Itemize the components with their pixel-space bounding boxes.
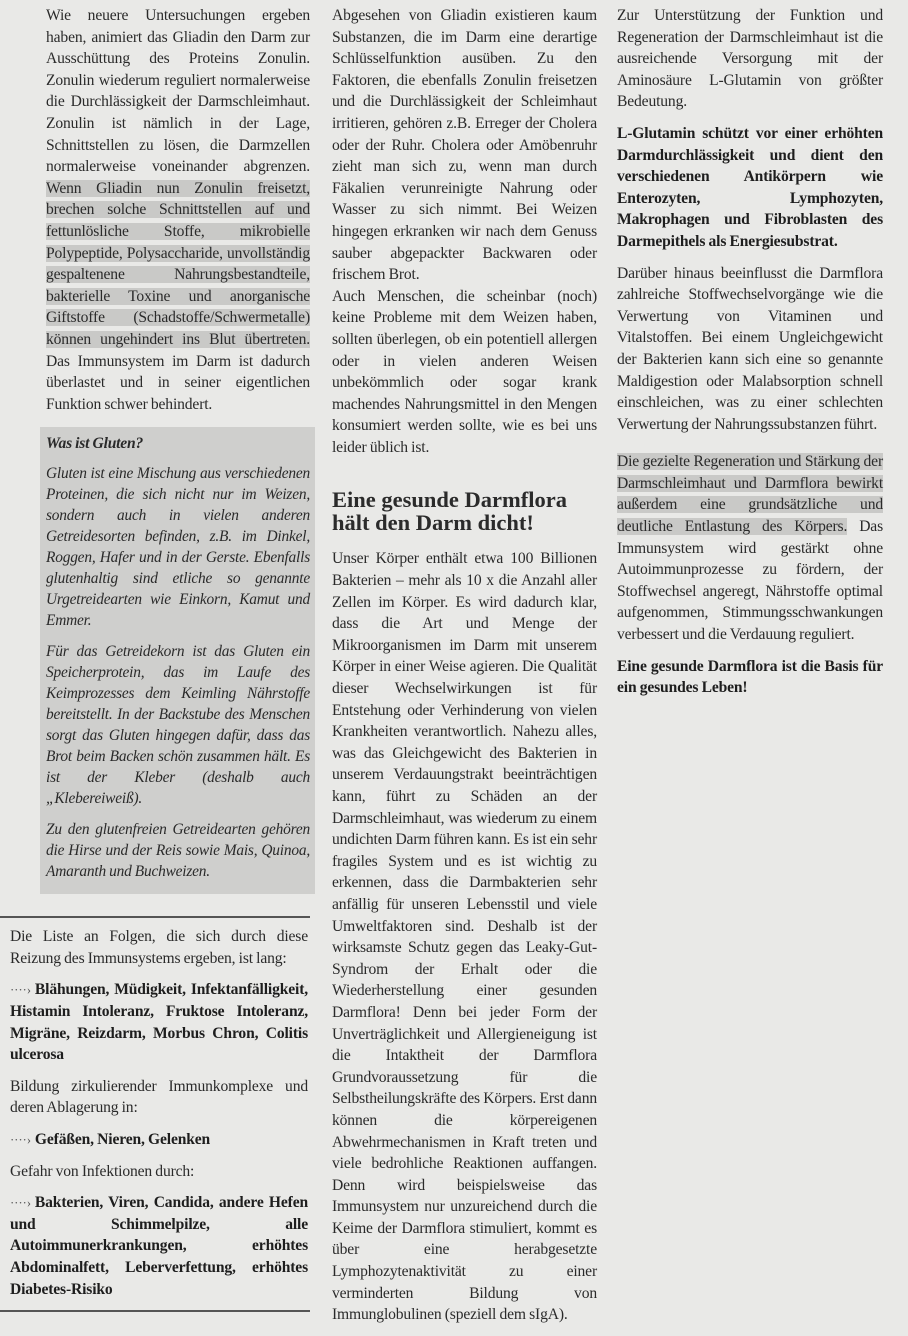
column-2 bbox=[332, 5, 597, 1336]
gluten-info-box bbox=[40, 427, 315, 894]
highlighted-text: Die gezielte Regeneration und Stärkung der Darmschleimhaut und Darmflora bewirkt außerdem eine grundsätzliche und deutliche Entlastung des Körpers. bbox=[617, 453, 883, 536]
bold-paragraph: L-Glutamin schützt vor einer erhöhten Darmdurchlässigkeit und dient den verschiedenen Antikörpern wie Enterozyten, Lymphozyten, Makrophagen und Fibroblasten des Darmepithels als Energiesubstrat. bbox=[617, 124, 883, 250]
list-text: Gefäßen, Nieren, Gelenken bbox=[34, 1131, 211, 1149]
box-paragraph: Zu den glutenfreien Getreidearten gehören die Hirse und der Reis sowie Mais, Quinoa, Amaranth und Buchweizen. bbox=[46, 821, 310, 881]
text: Wie neuere Untersuchungen ergeben haben, animiert das Gliadin den Darm zur Ausschüttung des Proteins Zonulin. Zonulin wiederum reguliert normalerweise die Durchlässigkeit der Darmschleimhaut. Zonulin ist nämlich in der Lage, Schnittstellen zu lösen, die Darmzellen normalerweise voneinander abgrenzen. bbox=[46, 7, 310, 176]
intro-text: Die Liste an Folgen, die sich durch diese Reizung des Immunsystems ergeben, ist lang: bbox=[10, 928, 308, 967]
box-paragraph: Gluten ist eine Mischung aus verschiedenen Proteinen, die sich nicht nur im Weizen, sondern auch in vielen anderen Getreidesorten befinden, z.B. im Dinkel, Roggen, Hafer und in der Gerste. Ebenfalls glutenhaltig sind etliche so genannte Urgetreidearten wie Einkorn, Kamut und Emmer. bbox=[46, 465, 310, 630]
box-title: Was ist Gluten? bbox=[46, 435, 144, 453]
column-1 bbox=[46, 5, 310, 427]
dotted-arrow-icon: ····› bbox=[10, 1132, 31, 1148]
zonulin-paragraph bbox=[46, 5, 310, 415]
consequence-list bbox=[10, 1192, 308, 1300]
box-paragraph: Für das Getreidekorn ist das Gluten ein Speicherprotein, das im Laufe des Keimprozesses dem Keimling Nährstoffe bereitstellt. In der Backstube des Menschen sorgt das Gluten hingegen dafür, dass das Brot beim Backen schön zusammen hält. Es ist der Kleber (deshalb auch „Klebereiweiß). bbox=[46, 643, 310, 808]
section-heading: Eine gesunde Darmflora hält den Darm dicht! bbox=[332, 487, 567, 536]
paragraph bbox=[617, 451, 883, 645]
left-column bbox=[0, 5, 315, 1312]
text: Das Immunsystem wird gestärkt ohne Autoimmunprozesse zu fördern, der Stoffwechsel angeregt, Nährstoffe optimal aufgenommen, Stimmungsschwankungen verbessert und die Verdauung reguliert. bbox=[617, 518, 883, 644]
intro-text: Bildung zirkulierender Immunkomplexe und deren Ablagerung in: bbox=[10, 1077, 308, 1117]
intro-text: Gefahr von Infektionen durch: bbox=[10, 1162, 195, 1180]
paragraph: Zur Unterstützung der Funktion und Regeneration der Darmschleimhaut ist die ausreichende Versorgung mit der Aminosäure L-Glutamin von größter Bedeutung. bbox=[617, 7, 883, 111]
divider-top bbox=[0, 916, 310, 918]
dotted-arrow-icon: ····› bbox=[10, 1195, 31, 1211]
divider-bottom bbox=[0, 1310, 310, 1312]
consequences-section bbox=[10, 926, 308, 1310]
consequence-list bbox=[10, 979, 308, 1065]
paragraph: Darüber hinaus beeinflusst die Darmflora zahlreiche Stoffwechselvorgänge wie die Verwertung von Vitaminen und Vitalstoffen. Bei einem Ungleichgewicht der Bakterien kann sich eine so genannte Maldigestion oder Malabsorption schnell einschleichen, was zu einer schlechten Verwertung der Nahrungssubstanzen führt. bbox=[617, 264, 883, 433]
paragraph: Auch Menschen, die scheinbar (noch) keine Probleme mit dem Weizen haben, sollten überlegen, ob ein potentiell allergen oder in vielen anderen Weisen unbekömmlich oder sogar krank machendes Nahrungsmittel in den Mengen konsumiert werden sollte, wie es bei uns leider üblich ist. bbox=[332, 287, 597, 456]
column-3 bbox=[617, 5, 883, 709]
highlighted-text: Wenn Gliadin nun Zonulin freisetzt, brechen solche Schnittstellen auf und fettunlösliche Stoffe, mikrobielle Polypeptide, Polysaccharide, unvollständig gespaltenene Nahrungsbestandteile, bakterielle Toxine und anorganische Giftstoffe (Schadstoffe/Schwermetalle) können ungehindert ins Blut übertreten. bbox=[46, 179, 310, 348]
consequence-list bbox=[10, 1129, 308, 1151]
closing-statement: Eine gesunde Darmflora ist die Basis für ein gesundes Leben! bbox=[617, 657, 883, 697]
text: Das Immunsystem im Darm ist dadurch überlastet und in seiner eigentlichen Funktion schwer behindert. bbox=[46, 352, 310, 413]
paragraph: Abgesehen von Gliadin existieren kaum Substanzen, die im Darm eine derartige Schlüsselfunktion ausüben. Zu den Faktoren, die ebenfalls Zonulin freisetzen und die Durchlässigkeit der Schleimhaut irritieren, gehören z.B. Erreger der Cholera oder der Ruhr. Cholera oder Amöbenruhr zieht man sich zu, wenn man durch Fäkalien verunreinigte Nahrung oder Wasser zu sich nimmt. Bei Weizen hingegen erkranken wir nach dem Genuss sauber abgepackter Backwaren oder frischem Brot. bbox=[332, 7, 597, 284]
dotted-arrow-icon: ····› bbox=[10, 982, 31, 998]
paragraph: Unser Körper enthält etwa 100 Billionen Bakterien – mehr als 10 x die Anzahl aller Zellen im Körper. Es wird dadurch klar, dass die Art und Menge der Mikroorganismen im Darm mit unserem Körper in einer Weise agieren. Die Qualität dieser Wechselwirkungen ist für Entstehung oder Verhinderung von vielen Krankheiten verantwortlich. Nahezu alles, was das Gleichgewicht des Bakterien in unserem Verdauungstrakt beeinträchtigen kann, führt zu Schäden an der Darmschleimhaut, was wiederum zu einem undichten Darm führen kann. Es ist ein sehr fragiles System und es ist wichtig zu erkennen, dass die Darmbakterien sehr anfällig für unseren Lebensstil und viele Umweltfaktoren sind. Deshalb ist der wirksamste Schutz gegen das Leaky-Gut-Syndrom der Erhalt oder die Wiederherstellung einer gesunden Darmflora! Denn bei jeder Form der Unverträglichkeit und Allergieneigung ist die Intaktheit der Darmflora Grundvoraussetzung für die Selbstheilungskräfte des Körpers. Erst dann können die körpereigenen Abwehrmechanismen in Kraft treten und viele bedrohliche Reaktionen auffangen. Denn wird beispielsweise das Immunsystem nur unzureichend durch die Keime der Darmflora stimuliert, kommt es über eine herabgesetzte Lymphozytenaktivität zu einer verminderten Bildung von Immunglobulinen (speziell dem sIgA). bbox=[332, 550, 597, 1324]
list-text: Bakterien, Viren, Candida, andere Hefen und Schimmelpilze, alle Autoimmunerkrankungen, erhöhtes Abdominalfett, Leberverfettung, erhöhtes Diabetes-Risiko bbox=[10, 1194, 308, 1298]
list-text: Blähungen, Müdigkeit, Infektanfälligkeit, Histamin Intoleranz, Fruktose Intoleranz, Migräne, Reizdarm, Morbus Chron, Colitis ulcerosa bbox=[10, 981, 308, 1064]
